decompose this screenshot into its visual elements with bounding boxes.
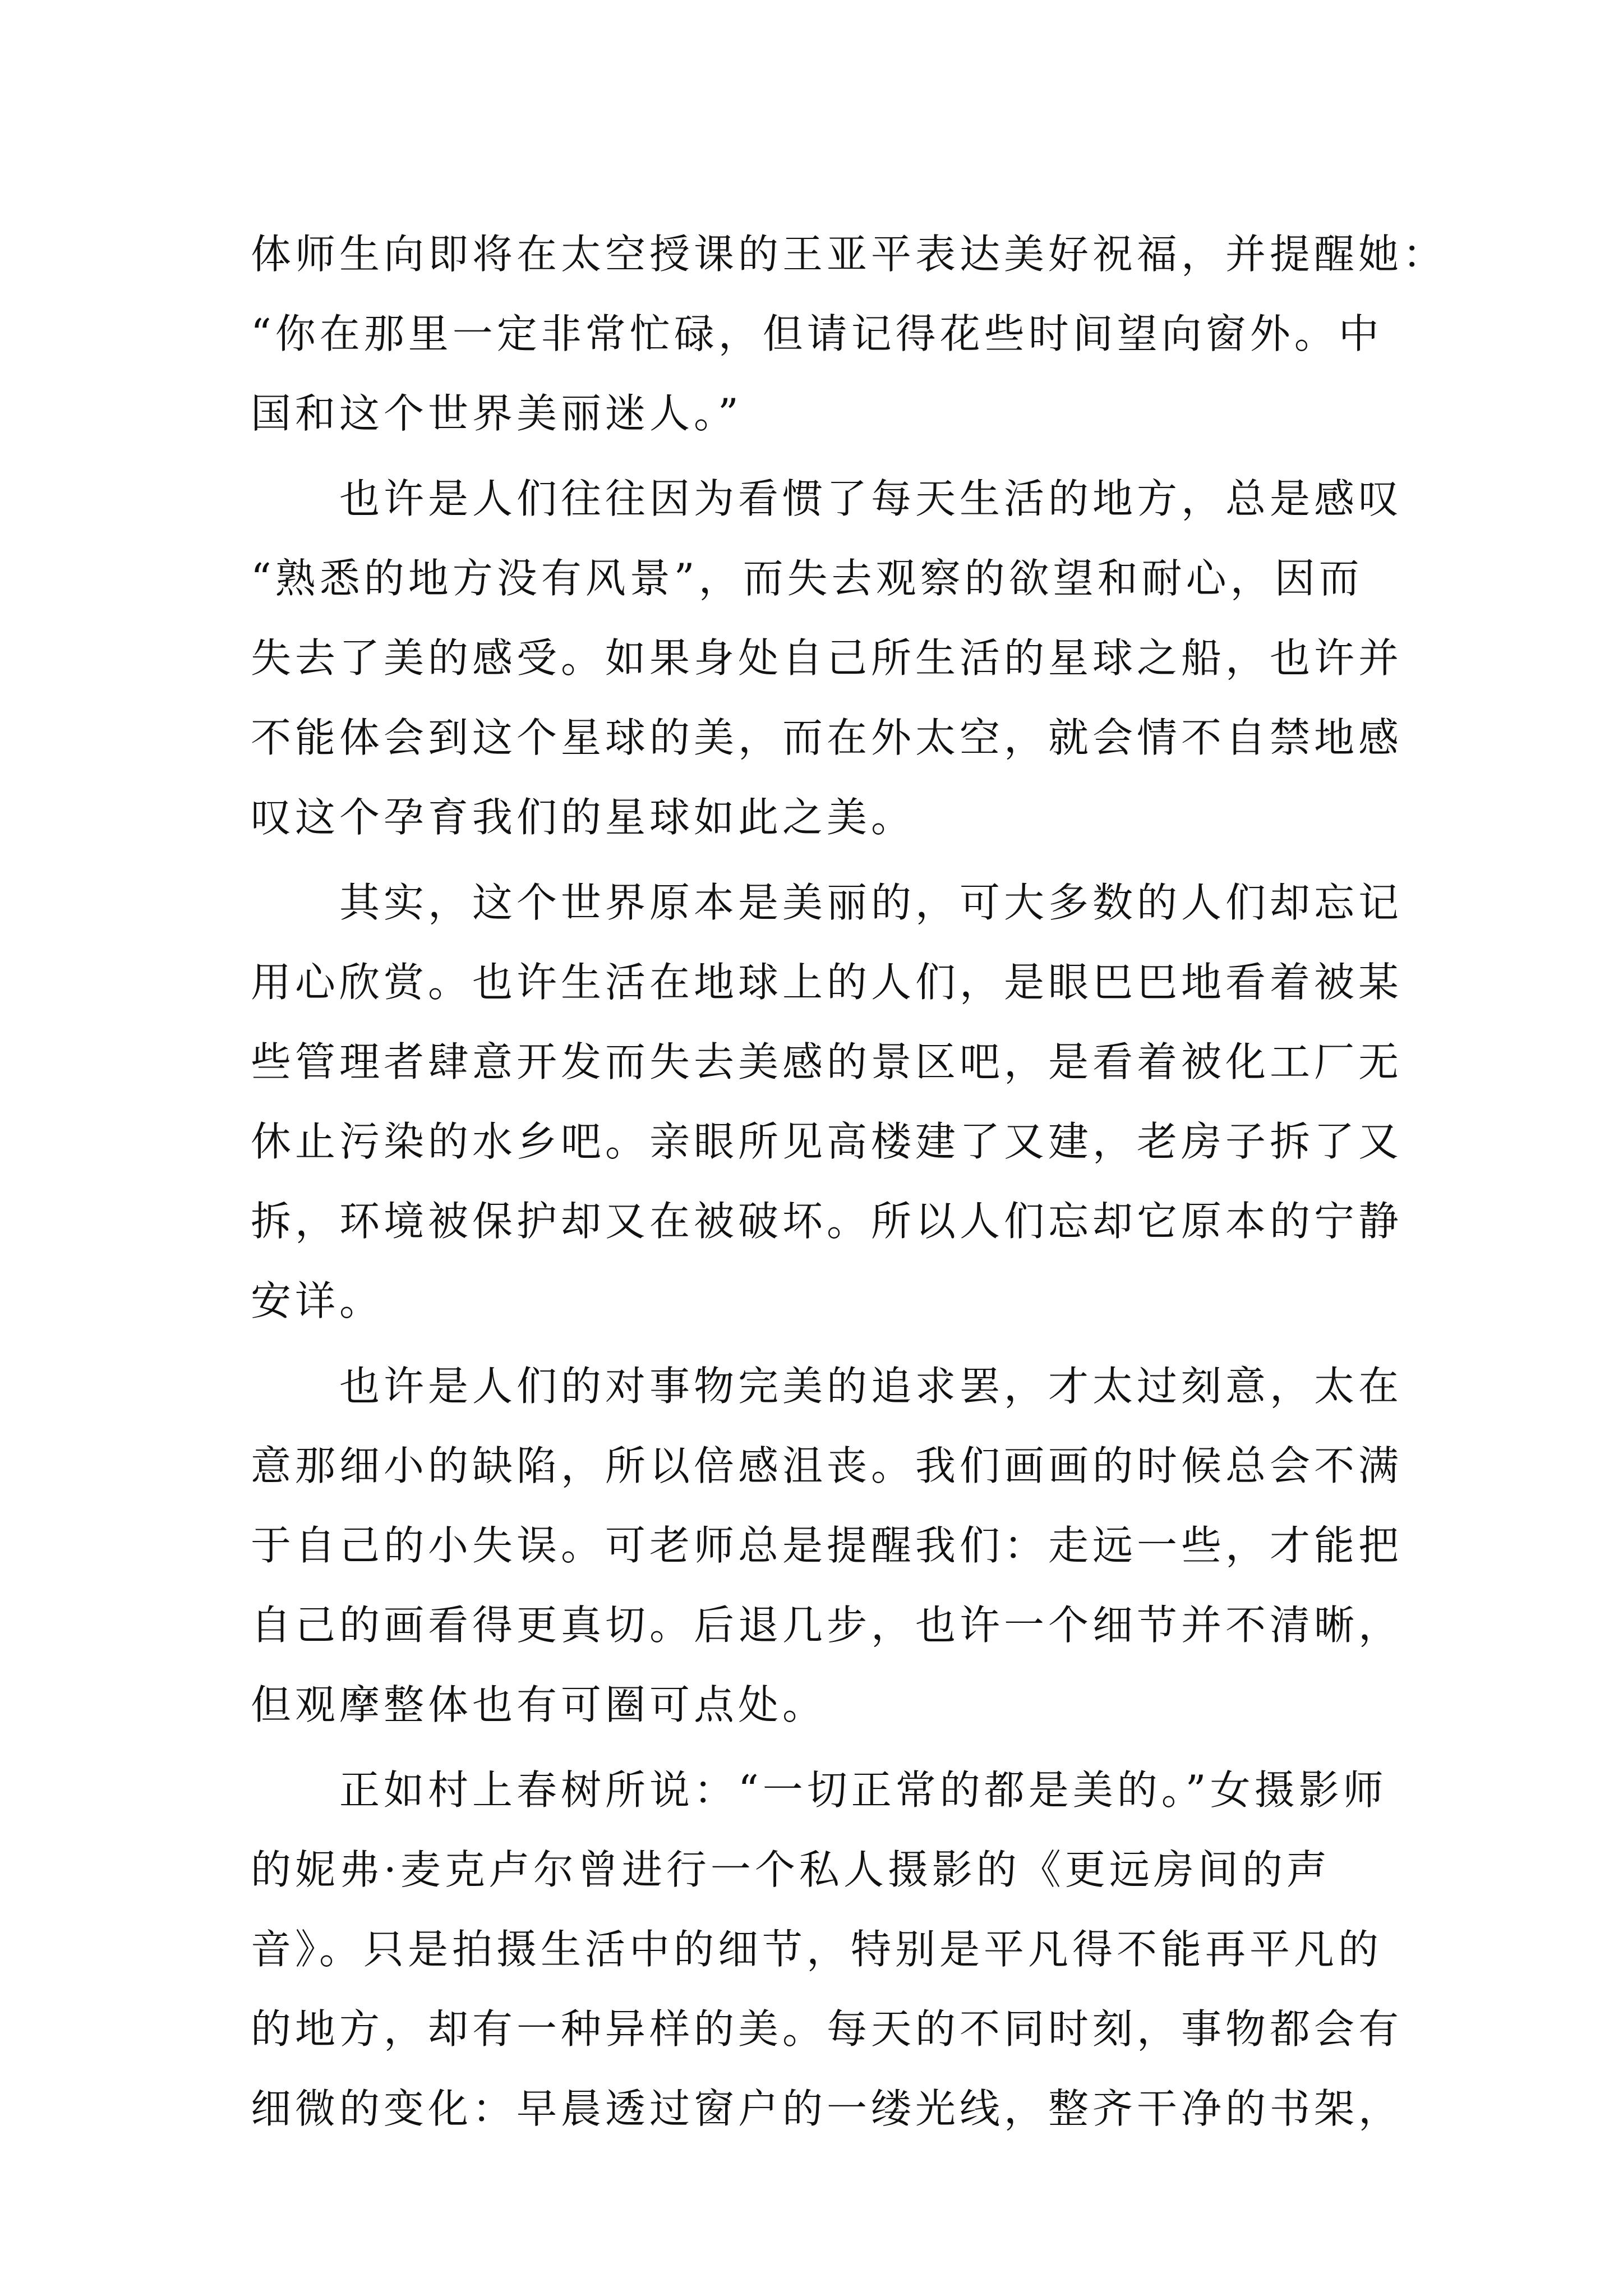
text-line: 细微的变化：早晨透过窗户的一缕光线，整齐干净的书架， (251, 2085, 1403, 2132)
paragraph-gap (251, 1341, 1389, 1346)
text-line: 失去了美的感受。如果身处自己所生活的星球之船，也许并 (251, 634, 1403, 682)
paragraph-first-line: 也许是人们往往因为看惯了每天生活的地方，总是感叹 (339, 475, 1403, 522)
text-line: 体师生向即将在太空授课的王亚平表达美好祝福，并提醒她： (251, 231, 1447, 278)
paragraph-first-line: 其实，这个世界原本是美丽的，可大多数的人们却忘记 (339, 879, 1403, 926)
text-line: 安详。 (251, 1277, 384, 1324)
text-line: 自己的画看得更真切。后退几步，也许一个细节并不清晰， (251, 1602, 1403, 1649)
text-line: 叹这个孕育我们的星球如此之美。 (251, 794, 916, 841)
paragraph-first-line: 也许是人们的对事物完美的追求罢，才太过刻意，太在 (339, 1363, 1403, 1410)
paragraph-gap (251, 453, 1389, 459)
text-line: 的地方，却有一种异样的美。每天的不同时刻，事物都会有 (251, 2005, 1403, 2053)
text-line: 国和这个世界美丽迷人。” (251, 390, 743, 437)
text-line: 不能体会到这个星球的美，而在外太空，就会情不自禁地感 (251, 714, 1403, 761)
text-line: 的妮弗·麦克卢尔曾进行一个私人摄影的《更远房间的声 (251, 1846, 1331, 1893)
text-line: 拆，环境被保护却又在被破坏。所以人们忘却它原本的宁静 (251, 1198, 1403, 1245)
text-line: 些管理者肆意开发而失去美感的景区吧，是看着被化工厂无 (251, 1038, 1403, 1085)
paragraph-gap (251, 1745, 1389, 1750)
text-line: 音》。只是拍摄生活中的细节，特别是平凡得不能再平凡的 (251, 1926, 1383, 1973)
text-line: 但观摩整体也有可圈可点处。 (251, 1681, 827, 1728)
text-line: “熟悉的地方没有风景”，而失去观察的欲望和耐心，因而 (251, 555, 1363, 602)
paragraph-gap (251, 857, 1389, 863)
paragraph-first-line: 正如村上春树所说：“一切正常的都是美的。”女摄影师 (339, 1766, 1387, 1814)
body-text (251, 214, 1447, 2148)
text-line: “你在那里一定非常忙碌，但请记得花些时间望向窗外。中 (251, 310, 1383, 357)
text-line: 休止污染的水乡吧。亲眼所见高楼建了又建，老房子拆了又 (251, 1118, 1403, 1165)
text-line: 用心欣赏。也许生活在地球上的人们，是眼巴巴地看着被某 (251, 959, 1403, 1006)
text-line: 于自己的小失误。可老师总是提醒我们：走远一些，才能把 (251, 1522, 1403, 1569)
text-line: 意那细小的缺陷，所以倍感沮丧。我们画画的时候总会不满 (251, 1442, 1403, 1489)
